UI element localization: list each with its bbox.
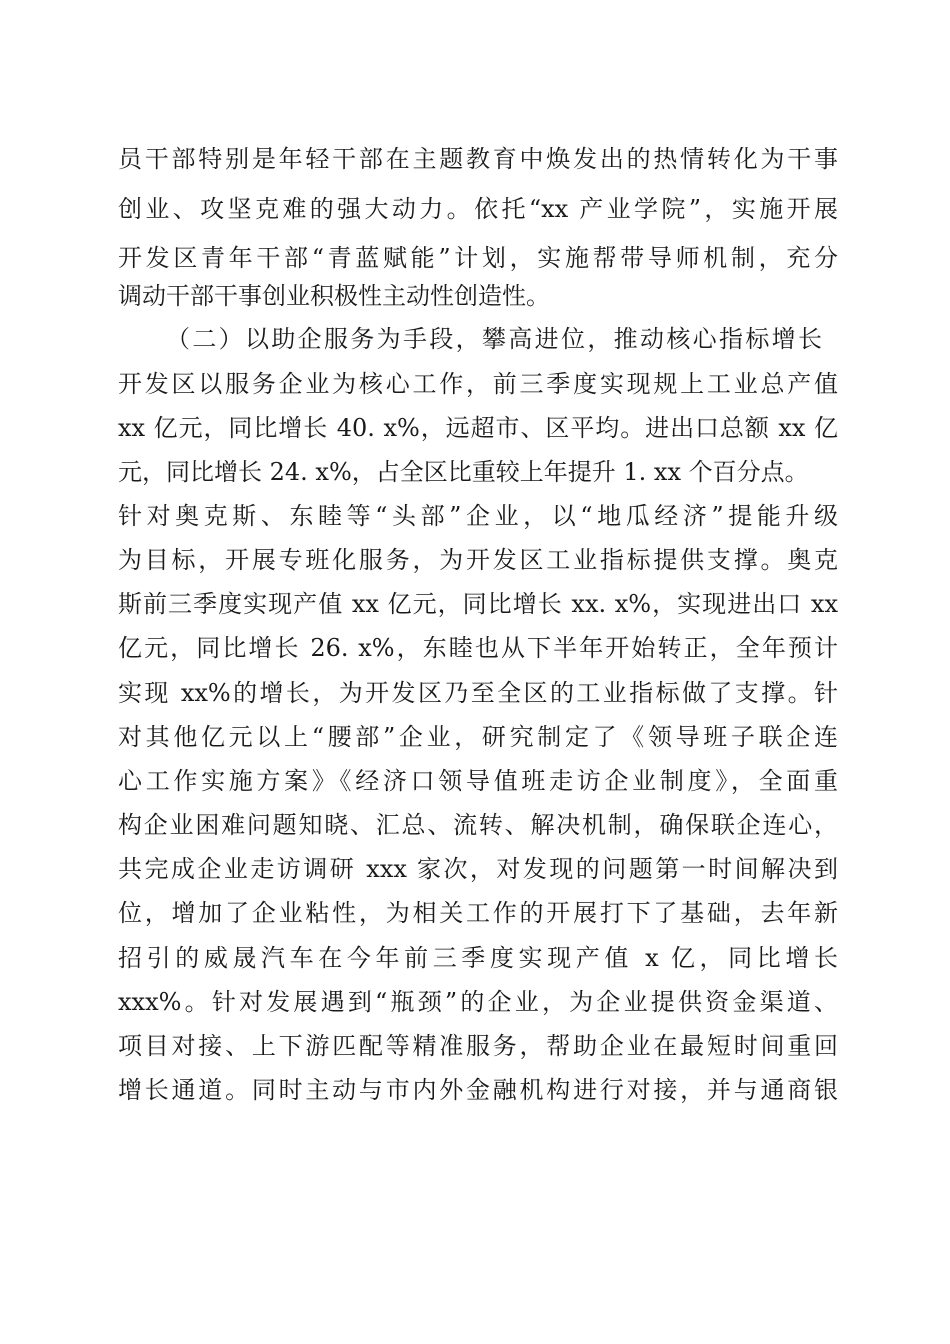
text-line-3: 开发区青年干部“青蓝赋能”计划，实施帮带导师机制，充分 xyxy=(118,244,838,272)
text-line-14: 对其他亿元以上“腰部”企业，研究制定了《领导班子联企连 xyxy=(118,723,838,751)
text-line-16: 构企业困难问题知晓、汇总、流转、解决机制，确保联企连心， xyxy=(118,811,838,839)
text-line-15: 心工作实施方案》《经济口领导值班走访企业制度》，全面重 xyxy=(118,767,838,795)
text-line-19: 招引的威晟汽车在今年前三季度实现产值 x 亿，同比增长 xyxy=(118,944,838,972)
text-line-9: 针对奥克斯、东睦等“头部”企业，以“地瓜经济”提能升级 xyxy=(118,502,838,530)
text-line-10: 为目标，开展专班化服务，为开发区工业指标提供支撑。奥克 xyxy=(118,546,838,574)
text-line-11: 斯前三季度实现产值 xx 亿元，同比增长 xx. x%，实现进出口 xx xyxy=(118,590,838,618)
text-line-7: xx 亿元，同比增长 40. x%，远超市、区平均。进出口总额 xx 亿 xyxy=(118,414,838,442)
text-line-22: 增长通道。同时主动与市内外金融机构进行对接，并与通商银 xyxy=(118,1076,838,1104)
text-line-17: 共完成企业走访调研 xxx 家次，对发现的问题第一时间解决到 xyxy=(118,855,838,883)
section-heading: （二）以助企服务为手段，攀高进位，推动核心指标增长 xyxy=(166,325,822,353)
text-line-2: 创业、攻坚克难的强大动力。依托“xx 产业学院”，实施开展 xyxy=(118,195,838,223)
text-line-1: 员干部特别是年轻干部在主题教育中焕发出的热情转化为干事 xyxy=(118,145,838,173)
text-line-6: 开发区以服务企业为核心工作，前三季度实现规上工业总产值 xyxy=(118,370,838,398)
text-line-20: xxx%。针对发展遇到“瓶颈”的企业，为企业提供资金渠道、 xyxy=(118,988,838,1016)
text-line-4: 调动干部干事创业积极性主动性创造性。 xyxy=(118,282,550,310)
text-line-13: 实现 xx%的增长，为开发区乃至全区的工业指标做了支撑。针 xyxy=(118,679,838,707)
text-line-12: 亿元，同比增长 26. x%，东睦也从下半年开始转正，全年预计 xyxy=(118,634,838,662)
text-line-21: 项目对接、上下游匹配等精准服务，帮助企业在最短时间重回 xyxy=(118,1032,838,1060)
text-line-8: 元，同比增长 24. x%，占全区比重较上年提升 1. xx 个百分点。 xyxy=(118,458,809,486)
text-line-18: 位，增加了企业粘性，为相关工作的开展打下了基础，去年新 xyxy=(118,899,838,927)
